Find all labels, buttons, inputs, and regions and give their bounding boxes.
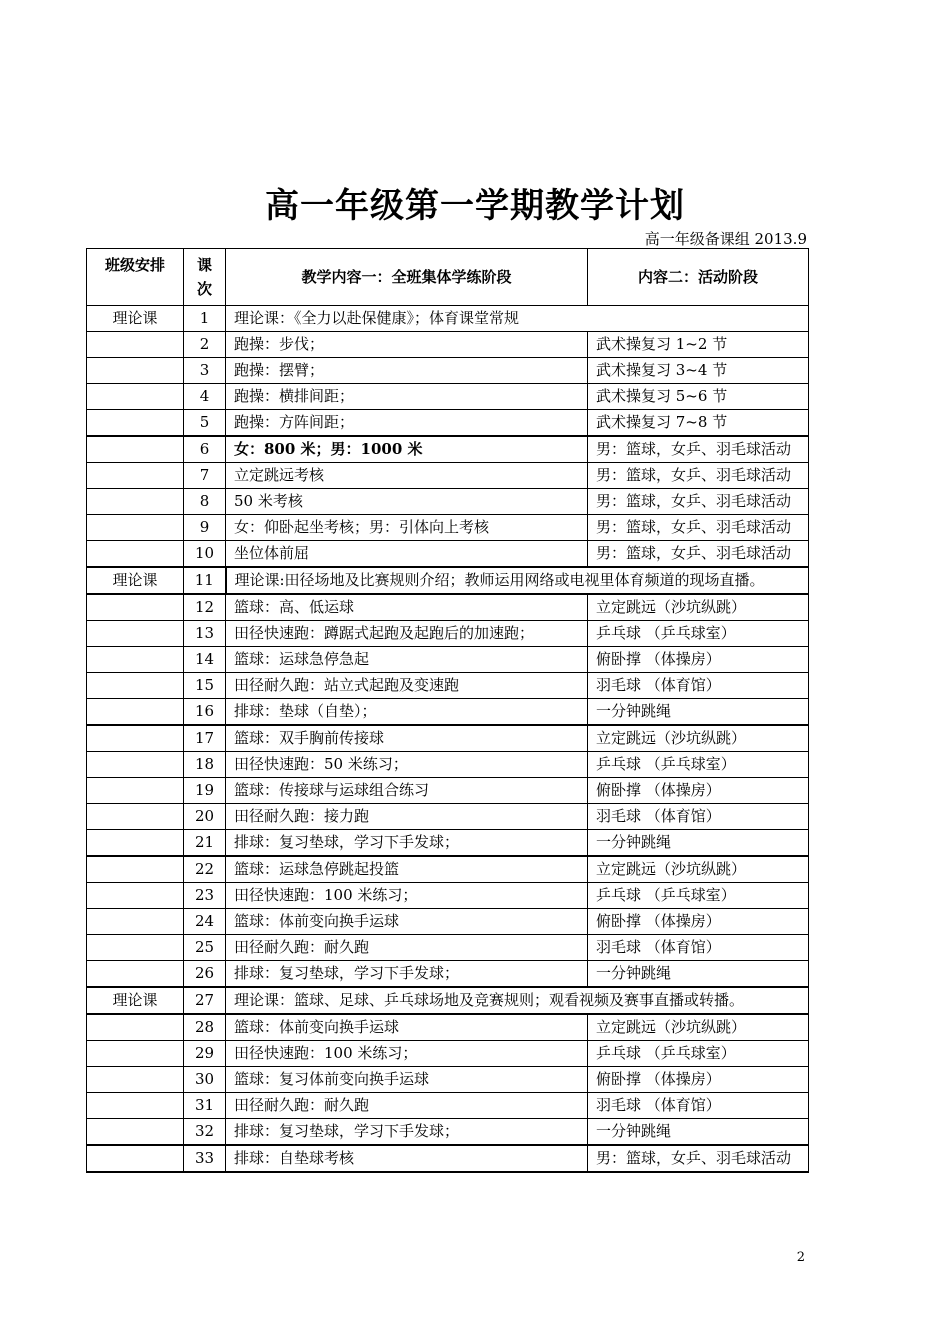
lesson-number-cell: 17 xyxy=(184,725,226,752)
table-body xyxy=(87,306,809,1173)
table-row xyxy=(87,830,809,857)
lesson-number-cell: 29 xyxy=(184,1041,226,1067)
lesson-number-cell: 24 xyxy=(184,909,226,935)
content2-cell: 俯卧撑 （体操房） xyxy=(588,1067,809,1093)
table-row xyxy=(87,384,809,410)
content1-cell: 排球：自垫球考核 xyxy=(226,1145,588,1172)
lesson-number-cell: 31 xyxy=(184,1093,226,1119)
table-row xyxy=(87,515,809,541)
table-header-row xyxy=(87,249,809,306)
content1-cell: 立定跳远考核 xyxy=(226,463,588,489)
table-row xyxy=(87,410,809,437)
content2-cell: 男：篮球，女乒、羽毛球活动 xyxy=(588,463,809,489)
class-cell xyxy=(87,647,184,673)
header-content1: 教学内容一：全班集体学练阶段 xyxy=(226,249,588,306)
class-cell xyxy=(87,384,184,410)
lesson-number-cell: 14 xyxy=(184,647,226,673)
content2-cell: 俯卧撑 （体操房） xyxy=(588,778,809,804)
content1-cell: 跑操：方阵间距； xyxy=(226,410,588,437)
table-row xyxy=(87,621,809,647)
class-cell xyxy=(87,358,184,384)
class-cell xyxy=(87,621,184,647)
content2-cell: 一分钟跳绳 xyxy=(588,699,809,726)
table-row xyxy=(87,463,809,489)
content2-cell: 俯卧撑 （体操房） xyxy=(588,647,809,673)
content1-cell: 篮球：高、低运球 xyxy=(226,594,588,621)
content2-cell: 一分钟跳绳 xyxy=(588,830,809,857)
class-cell xyxy=(87,541,184,568)
lesson-number-cell: 28 xyxy=(184,1014,226,1041)
header-content2: 内容二：活动阶段 xyxy=(588,249,809,306)
content2-cell: 乒乓球 （乒乓球室） xyxy=(588,1041,809,1067)
lesson-number-cell: 32 xyxy=(184,1119,226,1146)
table-row xyxy=(87,909,809,935)
content1-cell: 50 米考核 xyxy=(226,489,588,515)
content1-cell: 篮球：运球急停急起 xyxy=(226,647,588,673)
class-cell xyxy=(87,436,184,463)
table-row xyxy=(87,436,809,463)
content1-cell: 篮球：体前变向换手运球 xyxy=(226,909,588,935)
lesson-number-cell: 2 xyxy=(184,332,226,358)
lesson-number-cell: 16 xyxy=(184,699,226,726)
lesson-number-cell: 5 xyxy=(184,410,226,437)
content2-cell: 立定跳远（沙坑纵跳） xyxy=(588,856,809,883)
content2-cell: 男：篮球，女乒、羽毛球活动 xyxy=(588,515,809,541)
teaching-plan-table xyxy=(86,248,809,1173)
content1-cell: 田径快速跑：100 米练习； xyxy=(226,1041,588,1067)
class-cell xyxy=(87,804,184,830)
content1-cell: 篮球：传接球与运球组合练习 xyxy=(226,778,588,804)
content1-cell: 女：800 米；男：1000 米 xyxy=(226,436,588,463)
content2-cell: 羽毛球 （体育馆） xyxy=(588,673,809,699)
class-cell xyxy=(87,489,184,515)
lesson-number-cell: 11 xyxy=(184,567,226,594)
content2-cell: 男：篮球，女乒、羽毛球活动 xyxy=(588,489,809,515)
content1-cell: 理论课：《全力以赴保健康》；体育课堂常规 xyxy=(226,306,809,332)
content1-cell: 排球：垫球（自垫）； xyxy=(226,699,588,726)
class-cell xyxy=(87,856,184,883)
lesson-number-cell: 33 xyxy=(184,1145,226,1172)
class-cell xyxy=(87,1041,184,1067)
lesson-number-cell: 21 xyxy=(184,830,226,857)
class-cell xyxy=(87,778,184,804)
class-cell xyxy=(87,752,184,778)
table-row xyxy=(87,567,809,594)
content2-cell: 羽毛球 （体育馆） xyxy=(588,935,809,961)
content2-cell: 乒乓球 （乒乓球室） xyxy=(588,752,809,778)
content2-cell: 武术操复习 3~4 节 xyxy=(588,358,809,384)
content2-cell: 俯卧撑 （体操房） xyxy=(588,909,809,935)
class-cell xyxy=(87,725,184,752)
content2-cell: 武术操复习 5~6 节 xyxy=(588,384,809,410)
lesson-number-cell: 10 xyxy=(184,541,226,568)
table-row xyxy=(87,1067,809,1093)
content1-cell: 排球：复习垫球，学习下手发球； xyxy=(226,1119,588,1146)
page-title: 高一年级第一学期教学计划 xyxy=(265,186,685,226)
table-row xyxy=(87,673,809,699)
content1-cell: 田径快速跑：蹲踞式起跑及起跑后的加速跑； xyxy=(226,621,588,647)
content1-cell: 跑操：横排间距； xyxy=(226,384,588,410)
content2-cell: 乒乓球 （乒乓球室） xyxy=(588,621,809,647)
content1-cell: 田径快速跑：50 米练习； xyxy=(226,752,588,778)
table-row xyxy=(87,1145,809,1172)
content1-cell: 田径耐久跑：耐久跑 xyxy=(226,935,588,961)
class-cell xyxy=(87,594,184,621)
class-cell xyxy=(87,410,184,437)
table-row xyxy=(87,306,809,332)
class-cell xyxy=(87,883,184,909)
content1-cell: 田径耐久跑：站立式起跑及变速跑 xyxy=(226,673,588,699)
lesson-number-cell: 20 xyxy=(184,804,226,830)
class-cell xyxy=(87,515,184,541)
class-cell: 理论课 xyxy=(87,567,184,594)
class-cell xyxy=(87,961,184,988)
content2-cell: 男：篮球，女乒、羽毛球活动 xyxy=(588,541,809,568)
page-number: 2 xyxy=(796,1250,805,1265)
table-row xyxy=(87,883,809,909)
table-row xyxy=(87,987,809,1014)
content1-cell: 排球：复习垫球，学习下手发球； xyxy=(226,830,588,857)
content2-cell: 一分钟跳绳 xyxy=(588,961,809,988)
class-cell: 理论课 xyxy=(87,987,184,1014)
table-row xyxy=(87,647,809,673)
lesson-number-cell: 9 xyxy=(184,515,226,541)
lesson-number-cell: 22 xyxy=(184,856,226,883)
lesson-number-cell: 15 xyxy=(184,673,226,699)
class-cell xyxy=(87,830,184,857)
class-cell xyxy=(87,1014,184,1041)
content1-cell: 理论课:田径场地及比赛规则介绍；教师运用网络或电视里体育频道的现场直播。 xyxy=(226,567,809,594)
lesson-number-cell: 13 xyxy=(184,621,226,647)
lesson-number-cell: 18 xyxy=(184,752,226,778)
table-row xyxy=(87,856,809,883)
content2-cell: 立定跳远（沙坑纵跳） xyxy=(588,725,809,752)
header-lesson: 课次 xyxy=(184,249,226,306)
table-row xyxy=(87,961,809,988)
lesson-number-cell: 23 xyxy=(184,883,226,909)
header-class: 班级安排 xyxy=(87,249,184,306)
table-row xyxy=(87,778,809,804)
table-row xyxy=(87,594,809,621)
content2-cell: 武术操复习 7~8 节 xyxy=(588,410,809,437)
content1-cell: 田径耐久跑：接力跑 xyxy=(226,804,588,830)
lesson-number-cell: 4 xyxy=(184,384,226,410)
content1-cell: 篮球：双手胸前传接球 xyxy=(226,725,588,752)
lesson-number-cell: 12 xyxy=(184,594,226,621)
content1-cell: 理论课：篮球、足球、乒乓球场地及竞赛规则；观看视频及赛事直播或转播。 xyxy=(226,987,809,1014)
table-row xyxy=(87,541,809,568)
class-cell xyxy=(87,1093,184,1119)
class-cell xyxy=(87,673,184,699)
content1-cell: 田径快速跑：100 米练习； xyxy=(226,883,588,909)
table-row xyxy=(87,1014,809,1041)
lesson-number-cell: 26 xyxy=(184,961,226,988)
content2-cell: 立定跳远（沙坑纵跳） xyxy=(588,594,809,621)
content1-cell: 篮球：复习体前变向换手运球 xyxy=(226,1067,588,1093)
content1-cell: 坐位体前屈 xyxy=(226,541,588,568)
lesson-number-cell: 19 xyxy=(184,778,226,804)
table-row xyxy=(87,1119,809,1146)
content2-cell: 羽毛球 （体育馆） xyxy=(588,804,809,830)
class-cell xyxy=(87,1119,184,1146)
content2-cell: 男：篮球，女乒、羽毛球活动 xyxy=(588,436,809,463)
table-row xyxy=(87,358,809,384)
table-row xyxy=(87,1093,809,1119)
class-cell xyxy=(87,935,184,961)
content1-cell: 田径耐久跑：耐久跑 xyxy=(226,1093,588,1119)
content2-cell: 一分钟跳绳 xyxy=(588,1119,809,1146)
lesson-number-cell: 6 xyxy=(184,436,226,463)
content1-cell: 跑操：步伐； xyxy=(226,332,588,358)
class-cell: 理论课 xyxy=(87,306,184,332)
lesson-number-cell: 3 xyxy=(184,358,226,384)
content2-cell: 乒乓球 （乒乓球室） xyxy=(588,883,809,909)
table-row xyxy=(87,752,809,778)
content1-cell: 女：仰卧起坐考核；男：引体向上考核 xyxy=(226,515,588,541)
lesson-number-cell: 27 xyxy=(184,987,226,1014)
lesson-number-cell: 1 xyxy=(184,306,226,332)
lesson-number-cell: 7 xyxy=(184,463,226,489)
subtitle: 高一年级备课组 2013.9 xyxy=(644,230,807,248)
content2-cell: 男：篮球，女乒、羽毛球活动 xyxy=(588,1145,809,1172)
content1-cell: 跑操：摆臂； xyxy=(226,358,588,384)
content1-cell: 篮球：体前变向换手运球 xyxy=(226,1014,588,1041)
lesson-number-cell: 8 xyxy=(184,489,226,515)
content1-cell: 排球：复习垫球，学习下手发球； xyxy=(226,961,588,988)
table-row xyxy=(87,804,809,830)
table-row xyxy=(87,1041,809,1067)
class-cell xyxy=(87,1145,184,1172)
table-row xyxy=(87,489,809,515)
content2-cell: 立定跳远（沙坑纵跳） xyxy=(588,1014,809,1041)
class-cell xyxy=(87,1067,184,1093)
class-cell xyxy=(87,699,184,726)
content2-cell: 羽毛球 （体育馆） xyxy=(588,1093,809,1119)
content1-cell: 篮球：运球急停跳起投篮 xyxy=(226,856,588,883)
table-row xyxy=(87,332,809,358)
class-cell xyxy=(87,332,184,358)
table-row xyxy=(87,935,809,961)
class-cell xyxy=(87,909,184,935)
table-row xyxy=(87,699,809,726)
content2-cell: 武术操复习 1~2 节 xyxy=(588,332,809,358)
lesson-number-cell: 30 xyxy=(184,1067,226,1093)
table-row xyxy=(87,725,809,752)
class-cell xyxy=(87,463,184,489)
lesson-number-cell: 25 xyxy=(184,935,226,961)
